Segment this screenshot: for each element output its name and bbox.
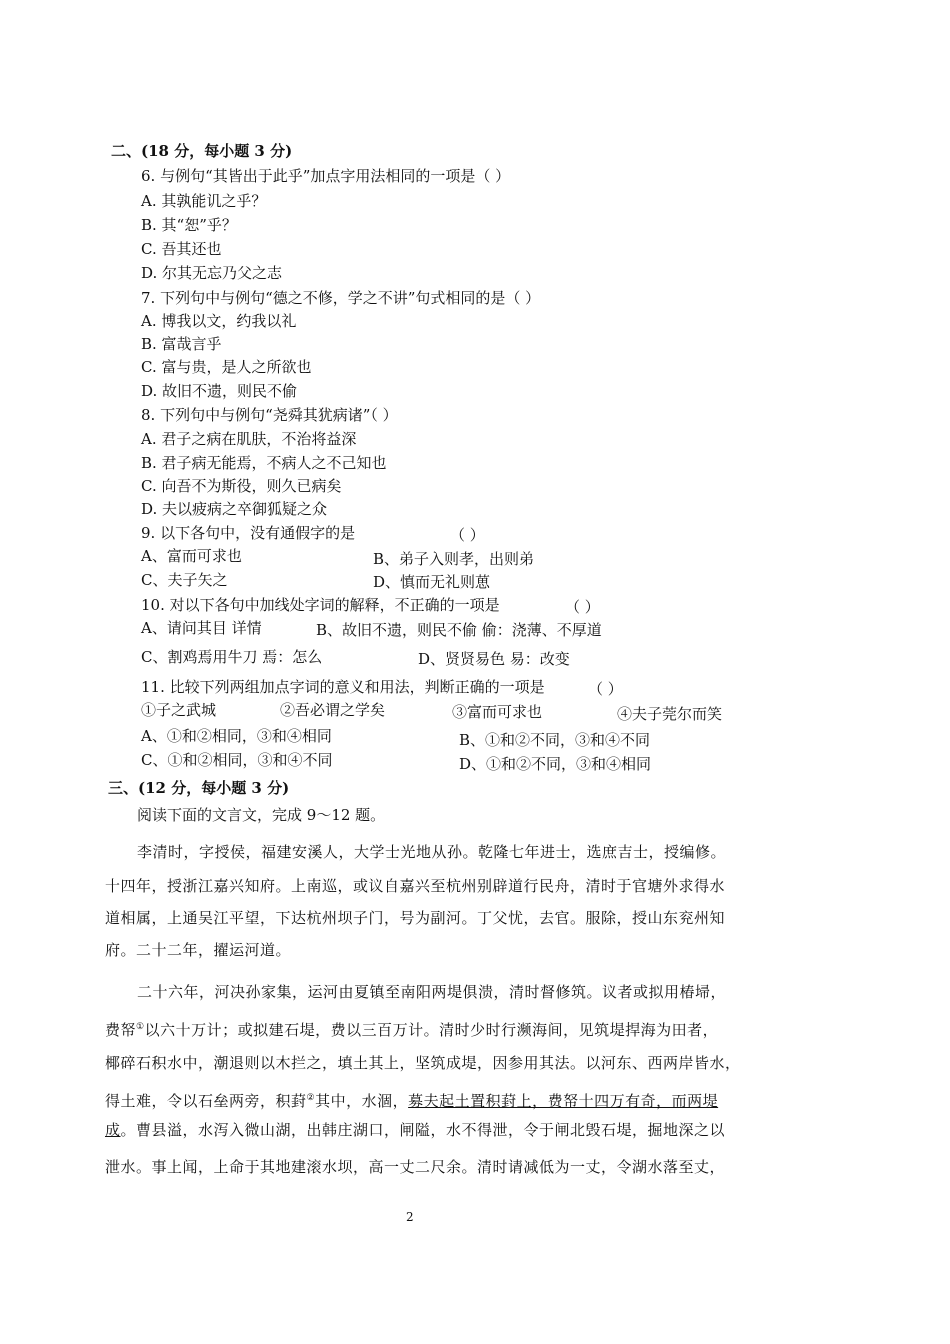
q11-stem: 11. 比较下列两组加点字词的意义和用法，判断正确的一项是 — [141, 678, 545, 696]
q9-option-b: B、弟子入则孝，出则弟 — [373, 550, 535, 568]
passage-text: 得土难，令以石垒两旁，积葑 — [105, 1092, 307, 1110]
q7-option-c: C. 富与贵，是人之所欲也 — [141, 358, 312, 376]
passage-p1-line-4: 府。二十二年，擢运河道。 — [105, 941, 292, 959]
q10-answer-paren: （ ） — [565, 598, 600, 616]
q6-option-a: A. 其孰能讥之乎？ — [141, 192, 267, 210]
q7-option-d: D. 故旧不遗，则民不偷 — [141, 382, 298, 400]
q6-option-c: C. 吾其还也 — [141, 240, 222, 258]
section-3-intro: 阅读下面的文言文，完成 9～12 题。 — [137, 806, 386, 824]
q10-option-a: A、请问其目 详情 — [141, 619, 262, 637]
q7-stem: 7. 下列句中与例句“德之不修，学之不讲”句式相同的是（ ） — [141, 289, 541, 307]
q10-option-c: C、割鸡焉用牛刀 焉：怎么 — [141, 648, 323, 666]
q11-option-c: C、①和②相同，③和④不同 — [141, 751, 333, 769]
passage-p2-line-1: 二十六年，河决孙家集，运河由夏镇至南阳两堤俱溃，清时督修筑。议者或拟用椿埽， — [137, 983, 727, 1001]
passage-p1-line-2: 十四年，授浙江嘉兴知府。上南巡，或议自嘉兴至杭州别辟道行民舟，清时于官塘外求得水 — [105, 877, 726, 895]
passage-p1-line-1: 李清时，字授侯，福建安溪人，大学士光地从孙。乾隆七年进士，选庶吉士，授编修。 — [137, 843, 727, 861]
passage-text: 以六十万计；或拟建石堤，费以三百万计。清时少时行濒海间，见筑堤捍海为田者， — [144, 1021, 719, 1039]
page-number: 2 — [406, 1210, 414, 1224]
q10-option-d: D、贤贤易色 易：改变 — [418, 650, 570, 668]
q9-option-d: D、慎而无礼则葸 — [373, 573, 491, 591]
q8-option-a: A. 君子之病在肌肤，不治将益深 — [141, 430, 357, 448]
section-3-header: 三、(12 分，每小题 3 分) — [108, 779, 290, 797]
q11-option-d: D、①和②不同，③和④相同 — [459, 755, 652, 773]
q8-stem: 8. 下列句中与例句“尧舜其犹病诸”（ ） — [141, 406, 398, 424]
q10-stem: 10. 对以下各句中加线处字词的解释，不正确的一项是 — [141, 596, 500, 614]
q9-answer-paren: （ ） — [450, 526, 485, 544]
section-2-header: 二、(18 分，每小题 3 分) — [111, 142, 293, 160]
q6-option-b: B. 其“恕”乎？ — [141, 216, 237, 234]
underlined-sentence-end: 成 — [105, 1121, 121, 1139]
q11-option-b: B、①和②不同，③和④不同 — [459, 731, 651, 749]
q11-item-3: ③富而可求也 — [452, 703, 543, 721]
q10-option-b: B、故旧不遗，则民不偷 偷：浇薄、不厚道 — [316, 621, 602, 639]
footnote-marker-1: ① — [136, 1022, 145, 1032]
q8-option-d: D. 夫以疲病之卒御狐疑之众 — [141, 500, 328, 518]
passage-p1-line-3: 道相属，上通吴江平望，下达杭州坝子门，号为副河。丁父忧，去官。服除，授山东兖州知 — [105, 909, 726, 927]
q11-item-2: ②吾必谓之学矣 — [280, 701, 386, 719]
q8-option-b: B. 君子病无能焉，不病人之不己知也 — [141, 454, 387, 472]
underlined-sentence: 募夫起土置积葑上，费帑十四万有奇，而两堤 — [408, 1092, 719, 1110]
q11-option-a: A、①和②相同，③和④相同 — [141, 727, 332, 745]
passage-text: 其中，水涸， — [315, 1092, 409, 1110]
passage-p2-line-5 — [105, 1120, 725, 1140]
q11-answer-paren: （ ） — [588, 680, 623, 698]
passage-text: 。曹县溢，水泻入微山湖，出韩庄湖口，闸隘，水不得泄，令于闸北毁石堤，掘地深之以 — [120, 1121, 726, 1139]
q6-option-d: D. 尔其无忘乃父之志 — [141, 264, 283, 282]
passage-p2-line-2 — [105, 1017, 718, 1040]
q8-option-c: C. 向吾不为斯役，则久已病矣 — [141, 477, 342, 495]
q7-option-a: A. 博我以文，约我以礼 — [141, 312, 297, 330]
passage-p2-line-3: 椰碎石积水中，潮退则以木拦之，填土其上，坚筑成堤，因参用其法。以河东、西两岸皆水， — [105, 1054, 741, 1072]
passage-p2-line-6: 泄水。事上闻，上命于其地建滚水坝，高一丈二尺余。清时请减低为一丈，令湖水落至丈， — [105, 1158, 726, 1176]
footnote-marker-2: ② — [306, 1093, 316, 1103]
q9-option-a: A、富而可求也 — [141, 547, 242, 565]
passage-text: 费帑 — [105, 1021, 137, 1039]
q9-option-c: C、夫子矢之 — [141, 571, 228, 589]
q6-stem: 6. 与例句“其皆出于此乎”加点字用法相同的一项是（ ） — [141, 167, 511, 185]
passage-p2-line-4 — [105, 1088, 718, 1111]
q11-item-1: ①子之武城 — [141, 701, 217, 719]
q9-stem: 9. 以下各句中，没有通假字的是 — [141, 524, 356, 542]
q11-item-4: ④夫子莞尔而笑 — [617, 705, 723, 723]
q7-option-b: B. 富哉言乎 — [141, 335, 222, 353]
